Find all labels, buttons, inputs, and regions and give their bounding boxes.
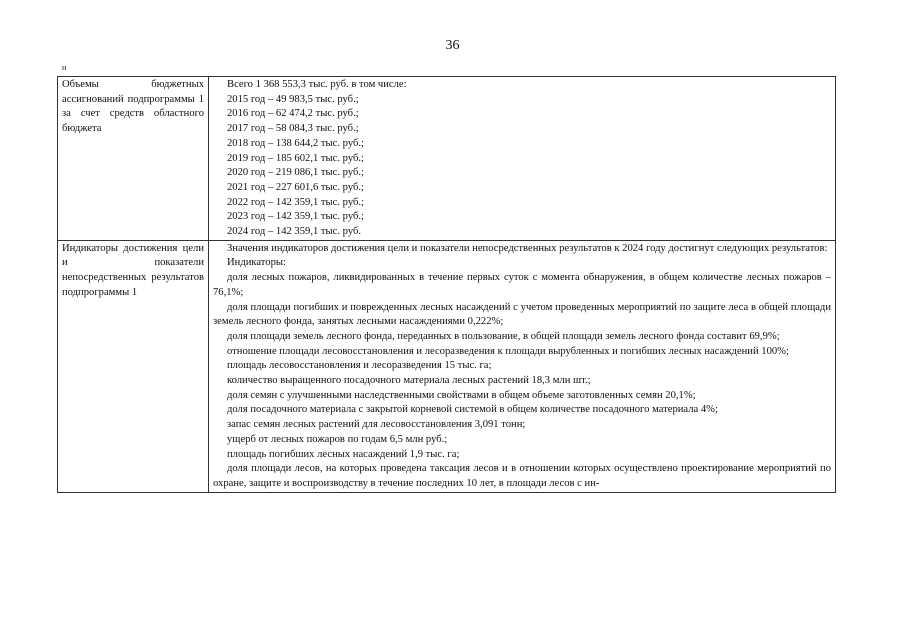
indicator-item: доля семян с улучшенными наследственными свойствами в общем объеме заготовленных семян 20,1%; xyxy=(227,389,696,401)
budget-year-line: 2016 год – 62 474,2 тыс. руб.; xyxy=(227,108,359,120)
budget-year-line: 2017 год – 58 084,3 тыс. руб.; xyxy=(227,123,359,135)
indicator-item: доля площади лесов, на которых проведена таксация лесов и в отношении которых осуществлено проектирование мероприятий по охране, защите и воспроизводству в течение последних 10 лет, в площади лесов с ин- xyxy=(213,463,831,489)
budget-year-line: 2015 год – 49 983,5 тыс. руб.; xyxy=(227,93,359,105)
indicator-item: ущерб от лесных пожаров по годам 6,5 млн руб.; xyxy=(227,433,448,445)
table-row xyxy=(58,77,836,241)
indicator-item: количество выращенного посадочного материала лесных растений 18,3 млн шт.; xyxy=(227,375,591,387)
indicator-item: доля площади земель лесного фонда, переданных в пользование, в общей площади земель лесного фонда составит 69,9%; xyxy=(227,330,780,342)
indicator-item: доля лесных пожаров, ликвидированных в течение первых суток с момента обнаружения, в общем количестве лесных пожаров – 76,1%; xyxy=(213,272,831,298)
budget-year-line: 2024 год – 142 359,1 тыс. руб. xyxy=(227,226,362,238)
passport-table xyxy=(57,76,836,493)
indicator-item: доля площади погибших и поврежденных лесных насаждений с учетом проведенных мероприятий по защите леса в общей площади земель лесного фонда, занятых лесными насаждениями 0,222%; xyxy=(213,301,831,328)
row-label-cell xyxy=(58,240,209,492)
row-value-cell xyxy=(209,240,836,492)
indicator-item: запас семян лесных растений для лесовосстановления 3,091 тонн; xyxy=(227,419,526,431)
indicator-item: доля посадочного материала с закрытой корневой системой в общем количестве посадочного материала 4%; xyxy=(227,404,718,416)
budget-year-line: 2023 год – 142 359,1 тыс. руб.; xyxy=(227,211,364,223)
row-value-cell xyxy=(209,77,836,241)
page-number: 36 xyxy=(445,38,460,53)
indicator-item: отношение площади лесовосстановления и лесоразведения к площади вырубленных и погибших лесных насаждений 100%; xyxy=(227,345,789,357)
indicator-item: площадь лесовосстановления и лесоразведения 15 тыс. га; xyxy=(227,360,492,372)
budget-year-line: 2021 год – 227 601,6 тыс. руб.; xyxy=(227,181,364,193)
budget-total: Всего 1 368 553,3 тыс. руб. в том числе: xyxy=(227,79,407,90)
budget-year-line: 2022 год – 142 359,1 тыс. руб.; xyxy=(227,196,364,208)
budget-year-line: 2018 год – 138 644,2 тыс. руб.; xyxy=(227,137,364,149)
row-label: Объемы бюджетных ассигнований подпрограммы 1 за счет средств областного бюджета xyxy=(62,79,204,135)
indicator-item: площадь погибших лесных насаждений 1,9 тыс. га; xyxy=(227,448,460,460)
indicators-text xyxy=(213,242,831,492)
table-row xyxy=(58,240,836,492)
row-label-cell xyxy=(58,77,209,241)
corner-mark: н xyxy=(62,63,67,72)
budget-year-line: 2019 год – 185 602,1 тыс. руб.; xyxy=(227,152,364,164)
budget-year-line: 2020 год – 219 086,1 тыс. руб.; xyxy=(227,167,364,179)
indicators-intro: Значения индикаторов достижения цели и показатели непосредственных результатов к 2024 году достигнут следующих результатов: xyxy=(227,242,828,254)
indicators-heading: Индикаторы: xyxy=(227,257,286,269)
row-label: Индикаторы достижения цели и показатели непосредственных результатов подпрограммы 1 xyxy=(62,242,204,298)
